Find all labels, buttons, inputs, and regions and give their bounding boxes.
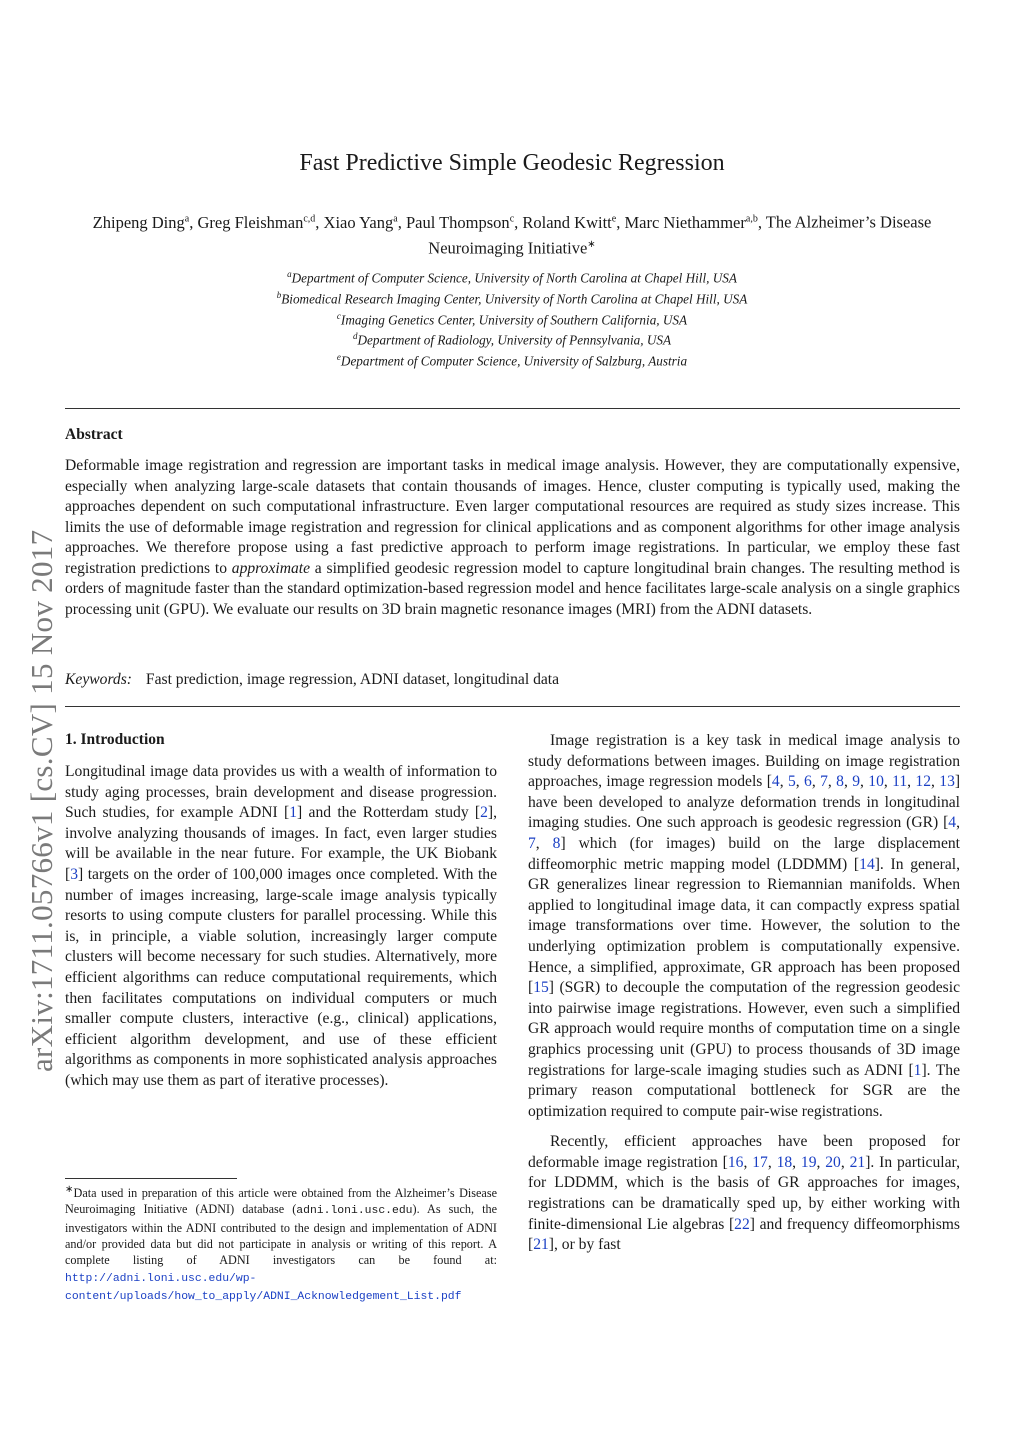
abstract-emphasis: approximate [231,559,311,577]
keywords [65,671,960,689]
author-names [93,213,766,232]
citation-link[interactable]: 9 [852,773,861,791]
intro-paragraph-3 [528,1132,960,1256]
top-rule [65,408,960,409]
paragraph-text: ]. In particular, for LDDMM, which is the basis of GR approaches for images, registrations can be dramatically sped up, by either working with finite-dimensional Lie algebras [ [528,1153,960,1233]
paragraph-text: , [827,773,837,791]
citation-link[interactable]: 16 [727,1153,744,1171]
citation-link[interactable]: 11 [892,773,908,791]
author-separator: , [757,212,766,232]
citation-link[interactable]: 1 [289,804,298,822]
paragraph-text: , [767,1153,777,1171]
paragraph-text: ], or by fast [548,1236,621,1254]
citation-link[interactable]: 5 [787,773,796,791]
author-separator: , [397,212,406,232]
author-affiliation-mark: a,b [745,213,758,224]
citation-link[interactable]: 10 [868,773,884,791]
paragraph-text: ] and frequency diffeomorphisms [ [528,1215,960,1254]
affiliation-text: Imaging Genetics Center, University of Southern California, USA [340,311,688,327]
citation-link[interactable]: 18 [776,1153,793,1171]
affiliation-line [150,349,874,370]
paragraph-text: , [811,773,821,791]
author-separator: , [616,212,625,232]
paragraph-text: , [743,1153,753,1171]
citation-link[interactable]: 14 [859,855,875,873]
paragraph-text: Image registration is a key task in medical image analysis to study deformations between images. Building on image registration approaches, image regression models [ [528,732,960,791]
abstract-body [65,456,960,620]
footnote [65,1182,497,1305]
author-name: Roland Kwitt [522,212,612,232]
keywords-label: Keywords: [65,671,132,688]
citation-link[interactable]: 22 [734,1215,750,1233]
arxiv-identifier: arXiv:1711.05766v1 [cs.CV] 15 Nov 2017 [24,529,59,1072]
left-column [65,730,497,1092]
paragraph-text: , [956,814,960,832]
intro-paragraph-1 [65,762,497,1092]
paragraph-text: , [843,773,853,791]
footnote-text-2: ). As such, the investigators within the ADNI contributed to the design and implementation of ADNI and/or provided data but did not participate in analysis or writing of this report. A complete listing of ADNI investigators can be found at: [65,1202,497,1268]
citation-link[interactable]: 1 [913,1061,922,1079]
citation-link[interactable]: 4 [771,773,780,791]
paragraph-text: , [535,834,553,852]
paragraph-text: , [816,1153,826,1171]
author-list [90,208,934,259]
right-column [528,731,960,1256]
author-name: Xiao Yang [323,212,394,232]
citation-link[interactable]: 7 [528,834,536,852]
paragraph-text: , [792,1153,801,1171]
footnote-text-1: Data used in preparation of this article were obtained from the Alzheimer’s Disease Neuroimaging Initiative (ADNI) database ( [65,1186,497,1217]
author-affiliation-mark: a [393,213,398,224]
author-separator: , [514,212,523,232]
citation-link[interactable]: 15 [533,979,549,997]
affiliation-mark: e [336,352,341,363]
abstract-text-part1: Deformable image registration and regression are important tasks in medical image analysis. However, they are computationally expensive, especially when analyzing large-scale datasets that contain thousands of images. Hence, cluster computing is typically used, making the approaches dependent on such computational infrastructure. Even larger computational resources are required as study sizes increase. This limits the use of deformable image registration and regression for clinical applications and as component algorithms for other image analysis approaches. We therefore propose using a fast predictive approach to perform image registrations. In particular, we employ these fast registration predictions to [65,457,960,577]
footnote-database-url: adni.loni.usc.edu [296,1205,413,1218]
citation-link[interactable]: 12 [915,773,932,791]
citation-link[interactable]: 7 [820,773,828,791]
keywords-text: Fast prediction, image regression, ADNI dataset, longitudinal data [145,671,560,688]
citation-link[interactable]: 2 [480,804,488,822]
paragraph-text: , [795,773,805,791]
affiliation-text: Department of Computer Science, University of Salzburg, Austria [340,353,688,369]
author-consortium: The Alzheimer’s Disease Neuroimaging Initiative [428,212,932,257]
citation-link[interactable]: 21 [849,1153,866,1171]
author-affiliation-mark: c,d [303,213,316,224]
author-separator: , [189,212,198,232]
paragraph-text: ] and the Rotterdam study [ [297,804,481,822]
abstract-bottom-rule [65,706,960,707]
paragraph-text: ] targets on the order of 100,000 images once completed. With the number of images increasing, large-scale image analysis typically resorts to using compute clusters for parallel processing. While this is, in principle, a viable solution, increasingly larger compute clusters will become necessary for such studies. Alternatively, more efficient algorithms can reduce computational requirements, which then facilitates computations on individual computers or much smaller compute clusters, interactive (e.g., clinical) applications, efficient algorithm development, and use of these efficient algorithms as components in more sophisticated analysis approaches (which may use them as part of iterative processes). [65,865,497,1089]
affiliation-mark: a [287,269,292,279]
paragraph-text: , [883,773,893,791]
paragraph-text: ], involve analyzing thousands of images. In fact, even larger studies will be available in the near future. For example, the UK Biobank [ [65,804,497,883]
author-affiliation-mark: a [184,213,190,224]
citation-link[interactable]: 6 [804,773,812,791]
author-name: Paul Thompson [405,212,510,232]
citation-link[interactable]: 8 [836,773,844,791]
paragraph-text: , [931,773,940,791]
citation-link[interactable]: 8 [552,834,561,852]
abstract-text-part2: a simplified geodesic regression model to capture longitudinal brain changes. The resulting method is orders of magnitude faster than the standard optimization-based regression model and hence facilitates large-scale analysis on a single graphics processing unit (GPU). We evaluate our results on 3D brain magnetic resonance images (MRI) from the ADNI datasets. [65,559,960,618]
footnote-mark: ∗ [65,1184,74,1195]
author-name: Greg Fleishman [197,212,304,232]
citation-link[interactable]: 20 [825,1153,841,1171]
affiliation-list [150,266,874,370]
paragraph-text: ] (SGR) to decouple the computation of the regression geodesic into pairwise image registrations. However, even such a simplified GR approach would require months of computation time on a single graphics processing unit (GPU) to process thousands of 3D image registrations for large-scale imaging studies such as ADNI [ [528,979,960,1079]
section-heading-introduction: 1. Introduction [65,731,165,748]
author-footnote-mark: ∗ [587,238,596,250]
citation-link[interactable]: 3 [70,865,78,883]
footnote-acknowledgement-link[interactable]: http://adni.loni.usc.edu/wp-content/uploads/how_to_apply/ADNI_Acknowledgement_List.pdf [65,1272,462,1303]
paper-title: Fast Predictive Simple Geodesic Regression [299,150,725,176]
affiliation-line [150,328,874,349]
paragraph-text: ]. The primary reason computational bottleneck for SGR are the optimization required to compute pair-wise registrations. [528,1061,960,1120]
affiliation-mark: b [276,289,282,300]
paragraph-text: ] have been developed to analyze deformation trends in longitudinal imaging studies. One such approach is geodesic regression (GR) [ [528,773,961,832]
affiliation-text: Department of Radiology, University of Pennsylvania, USA [357,332,671,348]
affiliation-mark: d [352,331,358,342]
citation-link[interactable]: 19 [800,1153,817,1171]
citation-link[interactable]: 17 [752,1153,768,1171]
author-name: Zhipeng Ding [92,212,185,232]
paragraph-text: , [907,773,916,791]
paragraph-text: , [840,1153,850,1171]
paragraph-text: ] which (for images) build on the large displacement diffeomorphic metric mapping model (LDDMM) [ [528,834,960,873]
footnote-rule [65,1178,237,1179]
intro-paragraph-2 [528,731,960,1122]
paragraph-text: Recently, efficient approaches have been proposed for deformable image registration [ [528,1133,960,1171]
paragraph-text: , [860,773,869,791]
affiliation-line [150,308,874,329]
citation-link[interactable]: 13 [939,773,955,791]
abstract-heading: Abstract [65,426,123,443]
affiliation-mark: c [336,310,341,321]
paragraph-text: Longitudinal image data provides us with a wealth of information to study aging processes, brain development and disease progression. Such studies, for example ADNI [ [65,763,497,822]
paragraph-text: ]. In general, GR generalizes linear regression to Riemannian manifolds. When applied to longitudinal image data, it can compactly express spatial image transformations over time. However, the solution to the underlying optimization problem is computationally expensive. Hence, a simplified, approximate, GR approach has been proposed [ [528,855,960,997]
affiliation-text: Department of Computer Science, University of North Carolina at Chapel Hill, USA [291,270,737,286]
author-separator: , [315,212,324,232]
affiliation-line [150,266,874,287]
citation-link[interactable]: 4 [948,814,957,832]
author-name: Marc Niethammer [624,212,746,232]
paragraph-text: , [779,773,788,791]
author-affiliation-mark: e [611,213,617,224]
citation-link[interactable]: 21 [533,1236,549,1254]
affiliation-line [150,287,874,308]
author-affiliation-mark: c [509,213,515,224]
affiliation-text: Biomedical Research Imaging Center, University of North Carolina at Chapel Hill, USA [281,291,748,307]
